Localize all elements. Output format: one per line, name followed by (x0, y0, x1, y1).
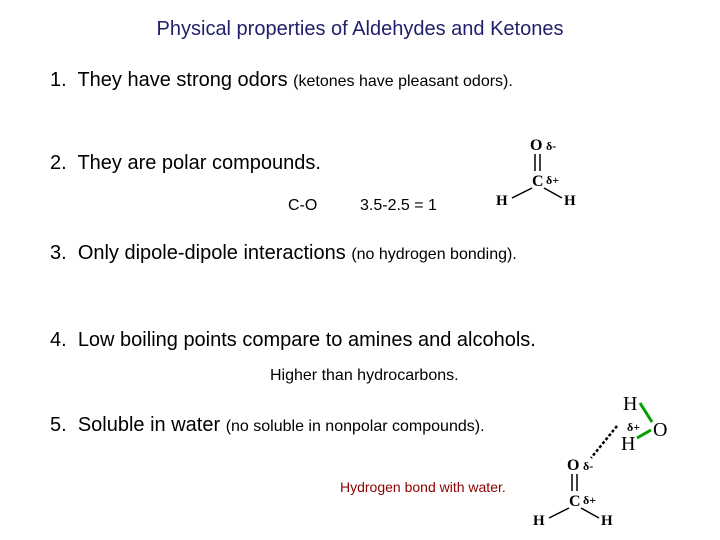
water-delta-plus: δ+ (627, 420, 641, 434)
property-1 (50, 69, 513, 92)
item-note: (ketones have pleasant odors). (293, 73, 513, 90)
item-note: (no soluble in nonpolar compounds). (225, 418, 485, 435)
water-hydrogen-top: H (623, 393, 638, 415)
item-number: 2. (50, 152, 67, 174)
item-text: Only dipole-dipole interactions (77, 242, 346, 264)
item-number: 5. (50, 414, 67, 436)
hydrogen-bond-label: Hydrogen bond with water. (340, 479, 506, 495)
item-number: 3. (50, 242, 67, 264)
item-text: They have strong odors (77, 69, 288, 91)
higher-than-hydrocarbons-note: Higher than hydrocarbons. (270, 367, 459, 384)
item-note: (no hydrogen bonding). (351, 246, 517, 263)
oxygen-atom: O (567, 457, 580, 474)
electronegativity-difference: 3.5-2.5 = 1 (360, 197, 437, 214)
bond-label: C-O (288, 197, 318, 214)
item-text: Soluble in water (77, 414, 221, 436)
hydrogen-atom-right: H (601, 513, 613, 529)
property-4 (50, 329, 536, 352)
hydrogen-atom-right: H (564, 193, 576, 209)
formaldehyde-structure (488, 130, 598, 215)
hydrogen-atom-left: H (533, 513, 545, 529)
delta-plus-label: δ+ (546, 173, 560, 187)
water-oxygen: O (653, 419, 668, 441)
carbon-atom: C (532, 173, 544, 190)
delta-minus-label: δ- (583, 459, 594, 473)
carbon-atom: C (569, 493, 581, 510)
hydrogen-atom-left: H (496, 193, 508, 209)
item-text: They are polar compounds. (77, 152, 321, 174)
item-number: 4. (50, 329, 67, 351)
oxygen-atom: O (530, 137, 543, 154)
formaldehyde-structure-bottom (525, 450, 635, 535)
delta-minus-label: δ- (546, 139, 557, 153)
property-2 (50, 152, 321, 175)
slide-title: Physical properties of Aldehydes and Ketones (156, 18, 564, 40)
item-text: Low boiling points compare to amines and alcohols. (77, 329, 536, 351)
delta-plus-label: δ+ (583, 493, 597, 507)
property-5 (50, 414, 485, 437)
property-3 (50, 242, 517, 265)
item-number: 1. (50, 69, 67, 91)
water-hydrogen-bottom: H (621, 433, 636, 455)
